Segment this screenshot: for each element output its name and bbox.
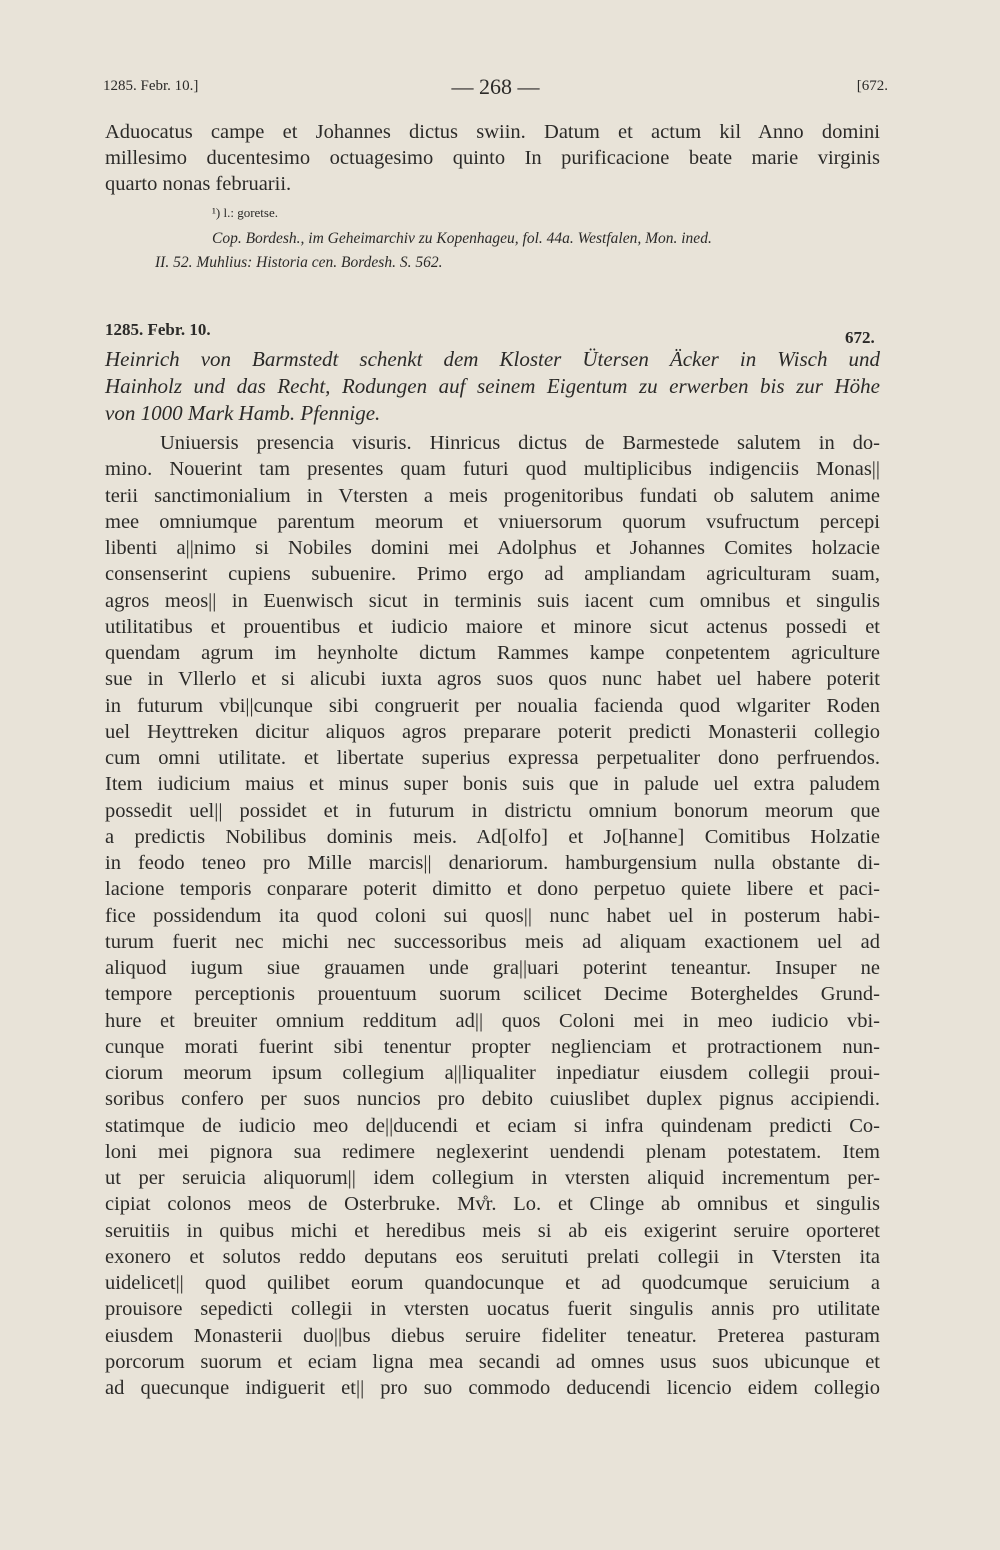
body-line: uidelicet|| quod quilibet eorum quandocunque et ad quodcumque seruicium a <box>105 1272 880 1294</box>
summary-line: von 1000 Mark Hamb. Pfennige. <box>105 401 381 425</box>
document-date: 1285. Febr. 10. <box>105 320 211 339</box>
body-line: lacione temporis conparare poterit dimitto et dono perpetuo quiete libere et paci- <box>105 878 880 901</box>
body-line: in futurum vbi||cunque sibi congruerit per noualia facienda quod wlgariter Roden <box>105 694 880 717</box>
body-line: sue in Vllerlo et si alicubi iuxta agros suos quos nunc habet uel habere poterit <box>105 668 880 691</box>
body-line: aliquod iugum siue grauamen unde gra||uari poterint teneantur. Insuper ne <box>105 957 880 979</box>
body-line: cum omni utilitate. et libertate superius expressa perpetualiter dono perfruendos. <box>105 747 880 769</box>
body-line: ciorum meorum ipsum collegium a||liqualiter inpediatur eiusdem collegii proui- <box>105 1062 880 1084</box>
body-line: terii sanctimonialium in Vtersten a meis progenitoribus fundati ob salutem anime <box>105 484 880 507</box>
source-line: Cop. Bordesh., im Geheimarchiv zu Kopenhageu, fol. 44a. Westfalen, Mon. ined. <box>212 230 712 247</box>
body-line: statimque de iudicio meo de||ducendi et eciam si infra quindenam predicti Co- <box>105 1114 880 1137</box>
body-line: exonero et solutos reddo deputans eos seruituti prelati collegii in Vtersten ita <box>105 1245 880 1268</box>
body-line: consenserint cupiens subuenire. Primo ergo ad ampliandam agriculturam suam, <box>105 563 880 586</box>
body-line: mino. Nouerint tam presentes quam futuri quod multiplicibus indigenciis Monas|| <box>105 458 880 481</box>
body-line: hure et breuiter omnium redditum ad|| quos Coloni mei in meo iudicio vbi- <box>105 1009 880 1032</box>
body-line: quendam agrum im heynholte dictum Rammes kampe conpetentem agriculture <box>105 642 880 664</box>
page-header <box>103 74 888 104</box>
body-line: Item iudicium maius et minus super bonis suis que in palude uel extra paludem <box>105 773 880 796</box>
running-head-date: 1285. Febr. 10.] <box>103 78 199 94</box>
running-head-doc-number: [672. <box>856 78 888 94</box>
body-line: seruitiis in quibus michi et heredibus meis si ab eis exigerint seruire oporteret <box>105 1219 880 1242</box>
summary-line: Heinrich von Barmstedt schenkt dem Kloster Ütersen Äcker in Wisch und <box>105 347 880 371</box>
body-line: possedit uel|| possidet et in futurum in districtu omnium bonorum meorum que <box>105 799 880 822</box>
body-line: agros meos|| in Euenwisch sicut in terminis suis iacent cum omnibus et singulis <box>105 589 880 612</box>
body-line: loni mei pignora sua redimere neglexerint uendendi plenam potestatem. Item <box>105 1140 880 1163</box>
body-line: cunque morati fuerint sibi tenentur propter neglienciam et protractionem nun- <box>105 1035 880 1058</box>
body-line: cipiat colonos meos de Osterbruke. Mv̊r. Lo. et Clinge ab omnibus et singulis <box>105 1193 880 1216</box>
source-line: II. 52. Muhlius: Historia cen. Bordesh. S. 562. <box>155 254 443 271</box>
document-number: 672. <box>845 328 875 347</box>
page-number: — 268 — <box>451 74 540 99</box>
body-line: prouisore sepedicti collegii in vtersten uocatus fuerit singulis annis pro utilitate <box>105 1298 880 1321</box>
body-line: in feodo teneo pro Mille marcis|| denariorum. hamburgensium nulla obstante di- <box>105 852 880 874</box>
text-line: quarto nonas februarii. <box>105 173 292 195</box>
body-line: eiusdem Monasterii duo||bus diebus seruire fideliter teneatur. Preterea pasturam <box>105 1324 880 1347</box>
body-line: Uniuersis presencia visuris. Hinricus dictus de Barmestede salutem in do- <box>160 432 880 454</box>
text-line: Aduocatus campe et Johannes dictus swiin. Datum et actum kil Anno domini <box>105 121 880 143</box>
body-line: tempore perceptionis prouentuum suorum scilicet Decime Botergheldes Grund- <box>105 983 880 1006</box>
body-line: fice possidendum ita quod coloni sui quos|| nunc habet uel in posterum habi- <box>105 904 880 927</box>
body-line: ad quecunque indiguerit et|| pro suo commodo deducendi licencio eidem collegio <box>105 1377 880 1399</box>
summary-line: Hainholz und das Recht, Rodungen auf seinem Eigentum zu erwerben bis zur Höhe <box>105 374 880 398</box>
body-line: libenti a||nimo si Nobiles domini mei Adolphus et Johannes Comites holzacie <box>105 537 880 559</box>
body-line: utilitatibus et prouentibus et iudicio maiore et minore sicut actenus possedi et <box>105 615 880 638</box>
text-line: millesimo ducentesimo octuagesimo quinto In purificacione beate marie virginis <box>105 147 880 169</box>
body-line: mee omniumque parentum meorum et vniuersorum quorum vsufructum percepi <box>105 510 880 533</box>
body-line: porcorum suorum et eciam ligna mea secandi ad omnes usus suos ubicunque et <box>105 1350 880 1373</box>
footnote: ¹) l.: goretse. <box>212 205 278 220</box>
body-line: uel Heyttreken dicitur aliquos agros preparare poterit predicti Monasterii collegio <box>105 720 880 743</box>
body-line: turum fuerit nec michi nec successoribus meis ad aliquam exactionem uel ad <box>105 930 880 953</box>
body-line: a predictis Nobilibus dominis meis. Ad[olfo] et Jo[hanne] Comitibus Holzatie <box>105 825 880 848</box>
body-line: soribus confero per suos nuncios pro debito cuiuslibet duplex pignus accipiendi. <box>105 1088 880 1111</box>
body-line: ut per seruicia aliquorum|| idem collegium in vtersten aliquid incrementum per- <box>105 1167 880 1189</box>
